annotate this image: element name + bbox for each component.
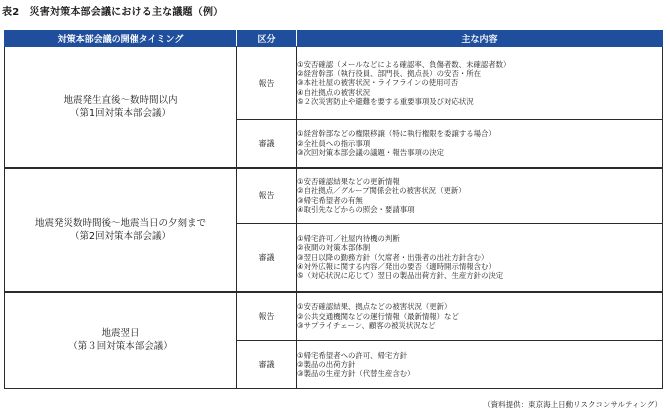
- timing-cell: [5, 47, 237, 168]
- meeting-label: （第2回対策本部会議）: [69, 230, 172, 242]
- category-cell: 報告: [237, 292, 297, 341]
- category-cell: 報告: [237, 47, 297, 120]
- timing-cell: [5, 168, 237, 292]
- list-item: ⑤（対応状況に応じて）翌日の製品出荷方針、生産方針の決定: [297, 271, 504, 281]
- header-contents: 主な内容: [297, 31, 663, 47]
- list-item: ③サプライチェーン、顧客の被災状況など: [297, 320, 436, 330]
- header-timing: 対策本部会議の開催タイミング: [5, 31, 237, 47]
- list-item: ③本社社屋の被害状況・ライフラインの使用可否: [297, 78, 459, 88]
- list-item: ①安否確認（メールなどによる確認率、負傷者数、未確認者数）: [297, 59, 511, 69]
- list-item: ④対外広報に関する内容／発出の要否（適時開示情報含む）: [297, 261, 496, 271]
- list-item: ⑤２次災害防止や避難を要する重要事項及び対応状況: [297, 96, 474, 106]
- table-row: [5, 47, 663, 120]
- timing-cell: [5, 292, 237, 389]
- table-row: [5, 292, 663, 341]
- contents-cell: [297, 47, 663, 120]
- list-item: ③翌日以降の勤務方針（欠席者・出張者の出社方針含む）: [297, 252, 489, 262]
- meeting-label: （第1回対策本部会議）: [69, 107, 172, 119]
- category-cell: 審議: [237, 120, 297, 168]
- list-item: ①安否確認結果、拠点などの被害状況（更新）: [297, 302, 452, 312]
- list-item: ④取引先などからの照会・要請事項: [297, 205, 415, 215]
- table-row: [5, 168, 663, 224]
- contents-cell: [297, 224, 663, 292]
- source-note: （資料提供：東京海上日動リスクコンサルティング）: [483, 400, 662, 409]
- table-caption: 表2 災害対策本部会議における主な議題（例）: [2, 7, 224, 18]
- category-cell: 審議: [237, 341, 297, 389]
- category-cell: 審議: [237, 224, 297, 292]
- list-item: ②経営幹部（執行役員、部門長、拠点長）の安否・所在: [297, 69, 482, 79]
- list-item: ①安否確認結果などの更新情報: [297, 177, 400, 187]
- contents-cell: [297, 168, 663, 224]
- table-header-row: [5, 31, 663, 47]
- category-cell: 報告: [237, 168, 297, 224]
- timing-label: 地震発生直後～数時間以内: [63, 94, 178, 106]
- list-item: ①帰宅許可／社屋内待機の判断: [297, 234, 400, 243]
- contents-cell: [297, 292, 663, 341]
- list-item: ④自社拠点の被害状況: [297, 87, 371, 97]
- timing-label: 地震発災数時間後～地震当日の夕刻まで: [34, 217, 206, 229]
- list-item: ①帰宅希望者への許可、帰宅方針: [297, 350, 408, 360]
- header-category: 区分: [237, 31, 297, 47]
- list-item: ②製品の出荷方針: [297, 359, 356, 369]
- list-item: ②全社員への指示事項: [297, 138, 371, 148]
- agenda-table: [4, 30, 663, 389]
- list-item: ③帰宅希望者の有無: [297, 195, 363, 205]
- meeting-label: （第３回対策本部会議）: [68, 341, 173, 353]
- list-item: ①経営幹部などの権限移譲（特に執行権限を委譲する場合）: [297, 129, 496, 139]
- contents-cell: [297, 120, 663, 168]
- list-item: ②夜間の対策本部体制: [297, 243, 371, 253]
- list-item: ②自社拠点／グループ関係会社の被害状況（更新）: [297, 186, 466, 196]
- contents-cell: [297, 341, 663, 389]
- list-item: ②公共交通機関などの運行情報（最新情報）など: [297, 311, 459, 321]
- timing-label: 地震翌日: [101, 328, 140, 340]
- list-item: ③製品の生産方針（代替生産含む）: [297, 369, 415, 379]
- list-item: ③次回対策本部会議の議題・報告事項の決定: [297, 147, 445, 157]
